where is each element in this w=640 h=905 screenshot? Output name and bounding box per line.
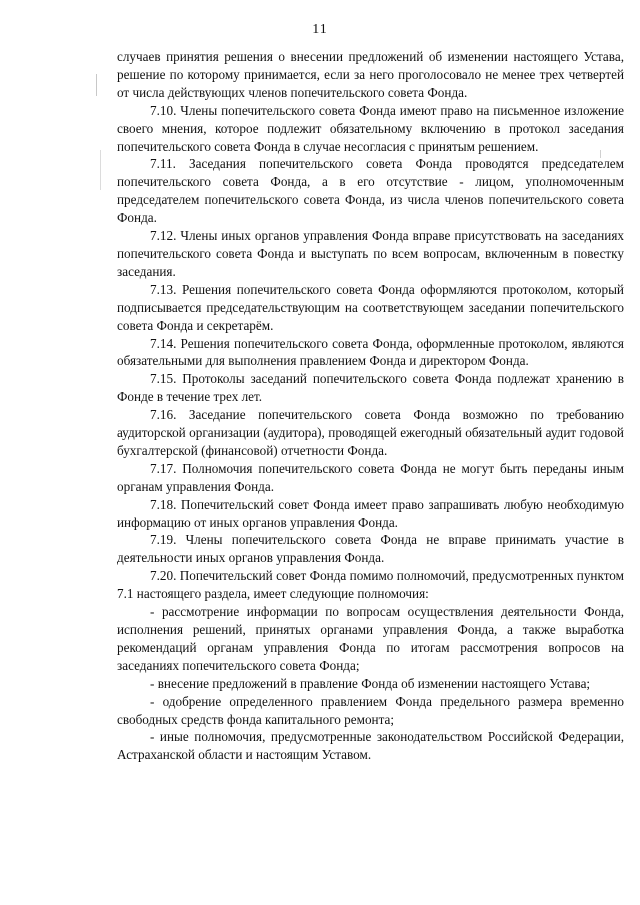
list-item-review-information: - рассмотрение информации по вопросам осуществления деятельности Фонда, исполнения решений, принятых органами управления Фонда, а также выработка рекомендаций органам управления Фонда по итогам рассмотрения вопросов на заседаниях попечительского совета Фонда;: [117, 604, 624, 673]
clause-7-18: 7.18. Попечительский совет Фонда имеет право запрашивать любую необходимую информацию от иных органов управления Фонда.: [117, 496, 624, 530]
clause-7-13: 7.13. Решения попечительского совета Фонда оформляются протоколом, который подписывается председательствующим на соответствующем заседании попечительского совета Фонда и секретарём.: [117, 281, 624, 333]
clause-7-16: 7.16. Заседание попечительского совета Фонда возможно по требованию аудиторской организации (аудитора), проводящей ежегодный обязательный аудит годовой бухгалтерской (финансовой) отчетности Фонда.: [117, 407, 624, 458]
scan-mark: [100, 150, 101, 190]
clause-7-20: 7.20. Попечительский совет Фонда помимо полномочий, предусмотренных пунктом 7.1 настоящего раздела, имеет следующие полномочия:: [117, 568, 624, 602]
clause-7-14: 7.14. Решения попечительского совета Фонда, оформленные протоколом, являются обязательными для выполнения правлением Фонда и директором Фонда.: [117, 335, 624, 369]
clause-7-10: 7.10. Члены попечительского совета Фонда имеют право на письменное изложение своего мнения, которое подлежит обязательному включению в протокол заседания попечительского совета Фонда в случае несогласия с принятым решением.: [117, 102, 624, 154]
page-number: 11: [312, 22, 328, 37]
clause-7-11: 7.11. Заседания попечительского совета Фонда проводятся председателем попечительского совета Фонда, а в его отсутствие - лицом, уполномоченным председателем попечительского совета Фонда, из числа членов попечительского совета Фонда.: [117, 156, 624, 226]
clause-7-12: 7.12. Члены иных органов управления Фонда вправе присутствовать на заседаниях попечительского совета Фонда и выступать по всем вопросам, включенным в повестку заседания.: [117, 228, 624, 279]
list-item-approve-funds-limit: - одобрение определенного правлением Фонда предельного размера временно свободных средств фонда капитального ремонта;: [117, 693, 624, 727]
list-item-other-powers: - иные полномочия, предусмотренные законодательством Российской Федерации, Астраханской области и настоящим Уставом.: [117, 729, 624, 763]
paragraph-continuation: случаев принятия решения о внесении предложений об изменении настоящего Устава, решение по которому принимается, если за него проголосовало не менее трех четвертей от числа действующих членов попечительского совета Фонда.: [117, 49, 624, 100]
scan-mark: [96, 74, 97, 96]
list-item-charter-amendments: - внесение предложений в правление Фонда об изменении настоящего Устава;: [150, 675, 591, 691]
clause-7-19: 7.19. Члены попечительского совета Фонда не вправе принимать участие в деятельности иных органов управления Фонда.: [117, 532, 624, 566]
clause-7-15: 7.15. Протоколы заседаний попечительского совета Фонда подлежат хранению в Фонде в течение трех лет.: [117, 371, 624, 405]
document-body: [117, 48, 624, 764]
clause-7-17: 7.17. Полномочия попечительского совета Фонда не могут быть переданы иным органам управления Фонда.: [117, 460, 624, 494]
